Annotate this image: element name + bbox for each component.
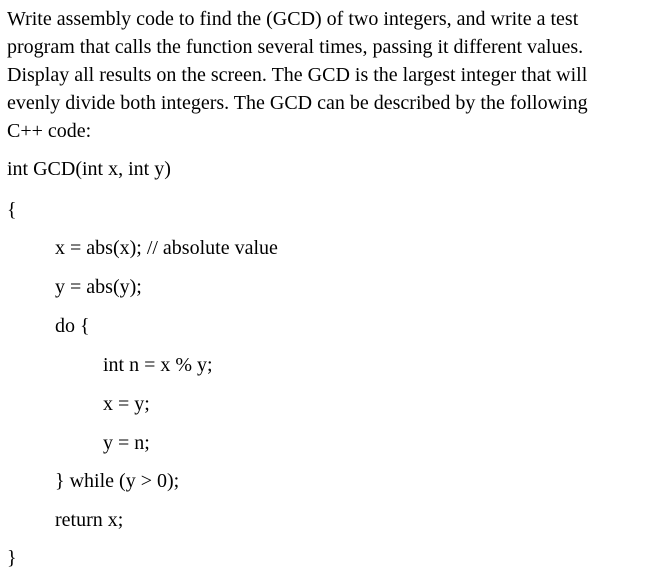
code-while-line: } while (y > 0); bbox=[55, 470, 180, 492]
problem-statement bbox=[7, 5, 637, 145]
problem-line: Write assembly code to find the (GCD) of two integers, and write a test bbox=[7, 8, 579, 30]
code-signature: int GCD(int x, int y) bbox=[7, 158, 171, 180]
problem-line: program that calls the function several times, passing it different values. bbox=[7, 36, 584, 58]
problem-line: C++ code: bbox=[7, 120, 92, 142]
code-assign-y: y = n; bbox=[103, 432, 150, 454]
code-abs-x: x = abs(x); // absolute value bbox=[55, 237, 278, 259]
code-mod-line: int n = x % y; bbox=[103, 354, 213, 376]
problem-line: Display all results on the screen. The GCD is the largest integer that will bbox=[7, 64, 588, 86]
code-return-line: return x; bbox=[55, 509, 124, 531]
code-do-open: do { bbox=[55, 315, 90, 337]
code-assign-x: x = y; bbox=[103, 393, 150, 415]
problem-line: evenly divide both integers. The GCD can be described by the following bbox=[7, 92, 588, 114]
code-close-brace: } bbox=[7, 547, 17, 569]
code-abs-y: y = abs(y); bbox=[55, 276, 142, 298]
code-open-brace: { bbox=[7, 199, 17, 221]
